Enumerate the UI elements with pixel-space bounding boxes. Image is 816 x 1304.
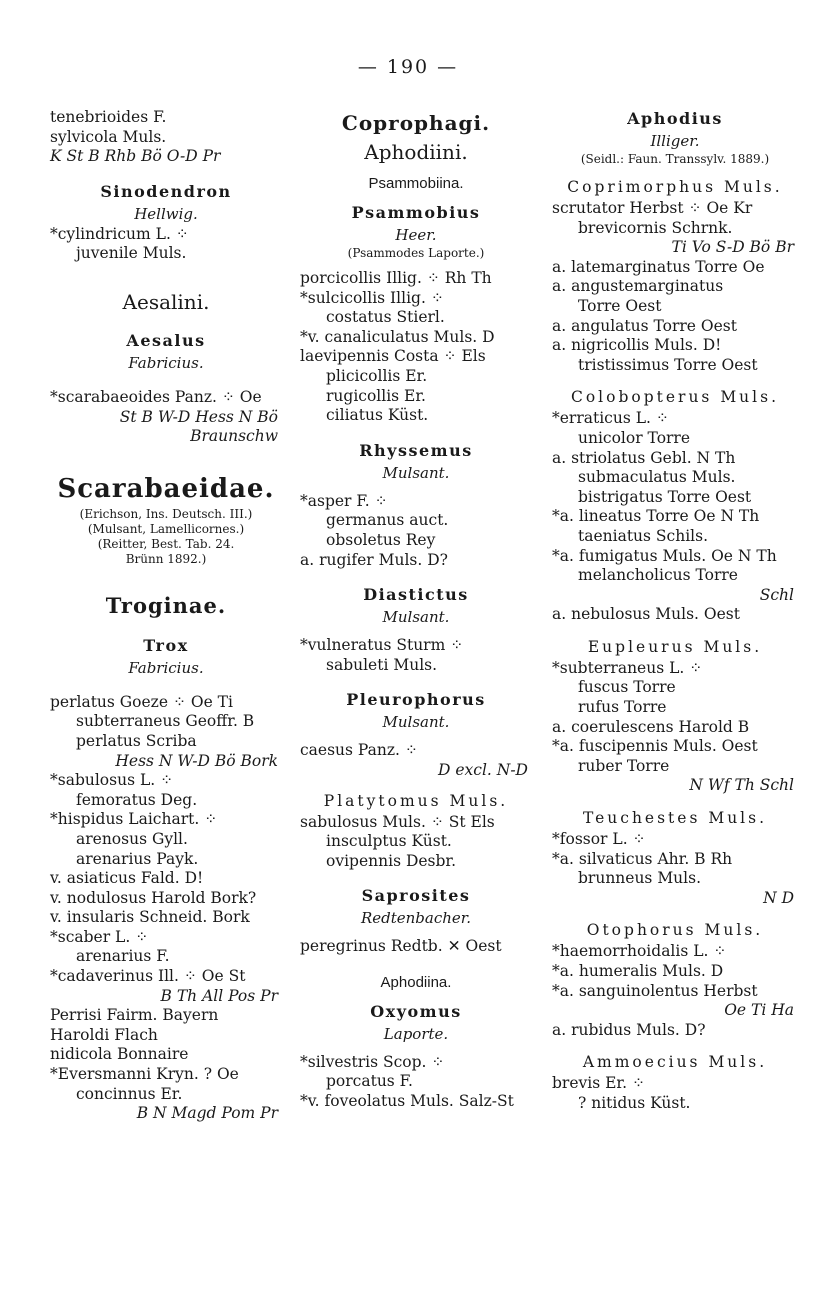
- genus-heading: Oxyomus: [370, 1001, 462, 1021]
- subgenus-heading: Teuchestes Muls.: [582, 809, 768, 828]
- variety-line: *a. fumigatus Muls. Oe N Th: [552, 546, 777, 565]
- species-line: *sabulosus L. ⁘: [50, 771, 174, 790]
- synonym-line: fuscus Torre: [578, 678, 676, 697]
- synonym-line: subterraneus Geoffr. B: [76, 712, 255, 731]
- variety-line: *v. canaliculatus Muls. D: [300, 327, 495, 346]
- distribution-line: N Wf Th Schl: [689, 776, 794, 795]
- tribe-heading: Coprophagi.: [341, 111, 491, 135]
- genus-heading: Pleurophorus: [346, 690, 486, 710]
- distribution-line: B N Magd Pom Pr: [136, 1104, 278, 1123]
- subgenus-heading: Colobopterus Muls.: [570, 388, 780, 407]
- synonym-line: germanus auct.: [326, 511, 449, 530]
- synonym-line: insculptus Küst.: [326, 832, 452, 851]
- variety-line: a. angulatus Torre Oest: [552, 316, 737, 335]
- genus-author: Mulsant.: [382, 608, 450, 627]
- reference-line: (Seidl.: Faun. Transsylv. 1889.): [580, 152, 770, 166]
- variety-line: a. latemarginatus Torre Oe: [552, 257, 765, 276]
- page-number: — 190 —: [357, 56, 459, 78]
- synonym-line: porcatus F.: [326, 1072, 413, 1091]
- species-line: sylvicola Muls.: [50, 127, 167, 146]
- synonym-line: obsoletus Rey: [326, 530, 436, 549]
- species-line: Perrisi Fairm. Bayern: [50, 1006, 219, 1025]
- synonym-line: arenarius F.: [76, 947, 170, 966]
- species-line: *silvestris Scop. ⁘: [300, 1052, 445, 1071]
- synonym-line: bistrigatus Torre Oest: [578, 487, 752, 506]
- synonym-line: brunneus Muls.: [578, 869, 702, 888]
- genus-author: Mulsant.: [382, 463, 450, 482]
- genus-heading: Trox: [143, 635, 189, 655]
- variety-line: a. nebulosus Muls. Oest: [552, 605, 740, 624]
- variety-line: a. rubidus Muls. D?: [552, 1020, 706, 1039]
- synonym-line: ovipennis Desbr.: [326, 851, 457, 870]
- reference-line: (Reitter, Best. Tab. 24.: [97, 536, 235, 551]
- synonym-line: arenarius Payk.: [76, 849, 199, 868]
- genus-heading: Saprosites: [361, 886, 471, 906]
- genus-author: Fabricius.: [128, 658, 204, 677]
- genus-author: Hellwig.: [134, 204, 198, 223]
- distribution-line: B Th All Pos Pr: [160, 986, 278, 1005]
- species-line: *fossor L. ⁘: [552, 830, 646, 849]
- species-line: peregrinus Redtb. ✕ Oest: [300, 937, 502, 956]
- subfamily-heading: Troginae.: [105, 592, 227, 618]
- genus-author: Mulsant.: [382, 713, 450, 732]
- species-line: *subterraneus L. ⁘: [552, 658, 703, 677]
- synonym-line: ruber Torre: [578, 756, 670, 775]
- distribution-line: K St B Rhb Bö O-D Pr: [50, 147, 221, 166]
- synonym-line: taeniatus Schils.: [578, 526, 708, 545]
- subgenus-heading: Ammoecius Muls.: [582, 1053, 768, 1072]
- reference-line: (Psammodes Laporte.): [347, 246, 485, 260]
- subgenus-heading: Eupleurus Muls.: [587, 637, 763, 656]
- species-line: porcicollis Illig. ⁘ Rh Th: [300, 269, 492, 287]
- distribution-line: Hess N W-D Bö Bork: [115, 751, 278, 770]
- tribe-heading: Aesalini.: [122, 289, 210, 314]
- variety-line: a. nigricollis Muls. D!: [552, 336, 722, 355]
- subgenus-heading: Otophorus Muls.: [586, 921, 764, 940]
- variety-line: *v. foveolatus Muls. Salz-St: [300, 1092, 514, 1111]
- synonym-line: costatus Stierl.: [326, 308, 445, 327]
- reference-line: (Mulsant, Lamellicornes.): [87, 521, 245, 536]
- synonym-line: tristissimus Torre Oest: [578, 355, 758, 374]
- species-line: *scarabaeoides Panz. ⁘ Oe: [50, 387, 262, 406]
- column-middle: [300, 108, 532, 1112]
- reference-line: Brünn 1892.): [125, 551, 207, 566]
- genus-heading: Diastictus: [363, 585, 469, 605]
- species-line: *cadaverinus Ill. ⁘ Oe St: [50, 967, 246, 986]
- species-line: laevipennis Costa ⁘ Els: [300, 347, 486, 366]
- synonym-line: brevicornis Schrnk.: [578, 218, 733, 237]
- variety-line: a. coerulescens Harold B: [552, 717, 750, 736]
- genus-heading: Psammobius: [351, 203, 481, 222]
- synonym-line: concinnus Er.: [76, 1084, 183, 1103]
- genus-heading: Platytomus Muls.: [323, 791, 509, 810]
- species-line: Haroldi Flach: [50, 1025, 158, 1044]
- synonym-line: plicicollis Er.: [326, 366, 428, 385]
- species-line: tenebrioides F.: [50, 108, 167, 126]
- variety-line: v. insularis Schneid. Bork: [50, 908, 250, 927]
- species-line: *haemorrhoidalis L. ⁘: [552, 942, 727, 961]
- genus-heading: Aesalus: [126, 330, 206, 350]
- synonym-line: melancholicus Torre: [578, 566, 738, 585]
- subtribe-heading: Psammobiina.: [368, 175, 464, 192]
- species-line: perlatus Goeze ⁘ Oe Ti: [50, 692, 233, 711]
- synonym-line: femoratus Deg.: [76, 790, 198, 809]
- variety-line: a. rugifer Muls. D?: [300, 550, 448, 569]
- synonym-line: rufus Torre: [578, 698, 667, 717]
- synonym-line: rugicollis Er.: [326, 386, 426, 405]
- genus-heading: Rhyssemus: [359, 440, 473, 460]
- species-line: *erraticus L. ⁘: [552, 409, 669, 428]
- species-line: *cylindricum L. ⁘: [50, 224, 189, 243]
- species-line: caesus Panz. ⁘: [300, 741, 418, 760]
- species-line: nidicola Bonnaire: [50, 1045, 189, 1064]
- reference-line: (Erichson, Ins. Deutsch. III.): [79, 506, 253, 521]
- synonym-line: submaculatus Muls.: [578, 468, 736, 487]
- species-line: scrutator Herbst ⁘ Oe Kr: [552, 199, 753, 217]
- genus-author: Laporte.: [383, 1024, 449, 1043]
- synonym-line: perlatus Scriba: [76, 731, 197, 750]
- variety-line: *a. lineatus Torre Oe N Th: [552, 507, 760, 526]
- synonym-line: sabuleti Muls.: [326, 655, 438, 674]
- synonym-line: Torre Oest: [578, 296, 662, 315]
- tribe-heading: Aphodiini.: [364, 140, 468, 164]
- species-line: *sulcicollis Illig. ⁘: [300, 288, 444, 307]
- distribution-line: Schl: [759, 585, 794, 604]
- column-right: [552, 108, 798, 1114]
- species-line: *Eversmanni Kryn. ? Oe: [50, 1065, 239, 1084]
- distribution-line: St B W-D Hess N Bö: [119, 407, 278, 426]
- species-line: brevis Er. ⁘: [552, 1074, 645, 1093]
- synonym-line: ? nitidus Küst.: [578, 1093, 691, 1112]
- species-line: *vulneratus Sturm ⁘: [300, 636, 464, 655]
- species-line: *scaber L. ⁘: [50, 927, 149, 946]
- variety-line: a. angustemarginatus: [552, 277, 724, 296]
- genus-author: Heer.: [395, 226, 437, 244]
- synonym-line: unicolor Torre: [578, 428, 691, 447]
- column-left: [50, 108, 282, 1124]
- distribution-line: D excl. N-D: [438, 760, 528, 779]
- genus-author: Fabricius.: [128, 353, 204, 372]
- genus-heading: Aphodius: [627, 109, 723, 128]
- genus-author: Illiger.: [650, 132, 700, 150]
- variety-line: *a. sanguinolentus Herbst: [552, 981, 758, 1000]
- genus-heading: Sinodendron: [100, 181, 232, 201]
- distribution-line: Ti Vo S-D Bö Br: [671, 238, 794, 257]
- variety-line: *a. humeralis Muls. D: [552, 962, 724, 980]
- genus-author: Redtenbacher.: [360, 909, 472, 928]
- synonym-line: ciliatus Küst.: [326, 406, 429, 425]
- subtribe-heading: Aphodiina.: [380, 973, 452, 991]
- variety-line: *a. silvaticus Ahr. B Rh: [552, 849, 733, 868]
- variety-line: v. nodulosus Harold Bork?: [50, 888, 257, 907]
- distribution-line: N D: [763, 888, 794, 907]
- subgenus-heading: Coprimorphus Muls.: [567, 178, 783, 196]
- synonym-line: juvenile Muls.: [76, 244, 187, 263]
- species-line: *asper F. ⁘: [300, 491, 388, 510]
- synonym-line: arenosus Gyll.: [76, 829, 188, 848]
- family-heading: Scarabaeidae.: [57, 473, 275, 504]
- distribution-line: Oe Ti Ha: [724, 1001, 794, 1020]
- variety-line: *a. fuscipennis Muls. Oest: [552, 737, 758, 756]
- species-line: *hispidus Laichart. ⁘: [50, 810, 218, 829]
- variety-line: v. asiaticus Fald. D!: [50, 869, 204, 888]
- variety-line: a. striolatus Gebl. N Th: [552, 448, 736, 467]
- species-line: sabulosus Muls. ⁘ St Els: [300, 812, 495, 831]
- distribution-line: Braunschw: [190, 427, 278, 446]
